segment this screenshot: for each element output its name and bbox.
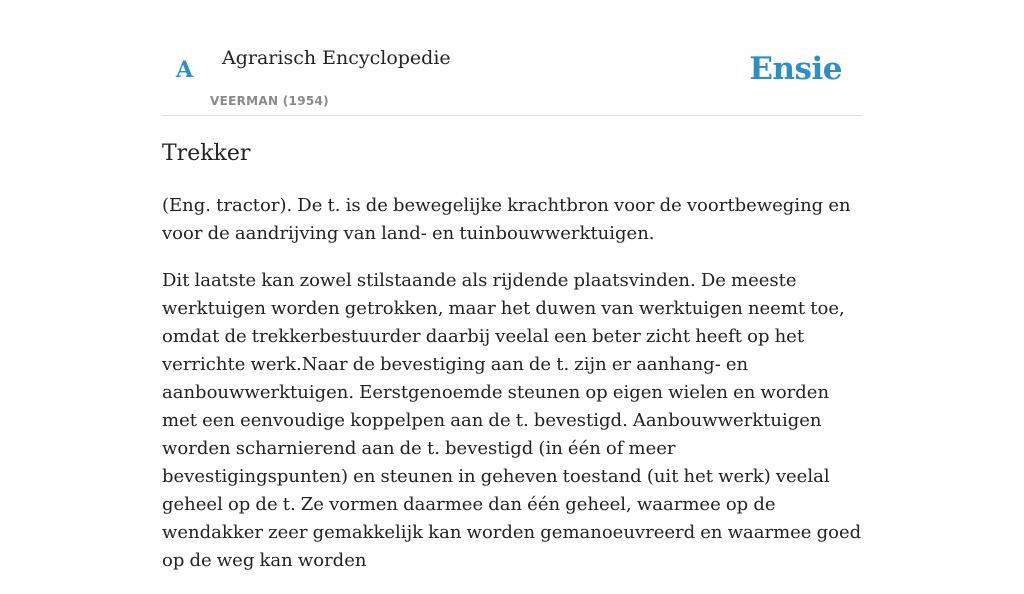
article-paragraph: (Eng. tractor). De t. is de bewegelijke krachtbron voor de voortbeweging en voor de aandrijving van land- en tuinbouwwerktuigen. [162, 195, 851, 244]
work-title[interactable]: Agrarisch Encyclopedie [222, 47, 451, 69]
article-content [162, 138, 864, 594]
article-title: Trekker [162, 141, 251, 166]
work-header [162, 0, 862, 116]
site-logo[interactable]: Ensie [749, 51, 842, 87]
work-meta: VEERMAN (1954) [210, 94, 329, 108]
letter-badge[interactable]: A [176, 57, 194, 83]
article-paragraph: Dit laatste kan zowel stilstaande als rijdende plaatsvinden. De meeste werktuigen worden getrokken, maar het duwen van werktuigen neemt toe, omdat de trekkerbestuurder daarbij veelal een beter zicht heeft op het verrichte werk.Naar de bevestiging aan de t. zijn er aanhang- en aanbouwwerktuigen. Eerstgenoemde steunen op eigen wielen en worden met een eenvoudige koppelpen aan de t. bevestigd. Aanbouwwerktuigen worden scharnierend aan de t. bevestigd (in één of meer bevestigingspunten) en steunen in geheven toestand (uit het werk) veelal geheel op de t. Ze vormen daarmee dan één geheel, waarmee op de wendakker zeer gemakkelijk kan worden gemanoeuvreerd en waarmee goed op de weg kan worden [162, 270, 862, 571]
